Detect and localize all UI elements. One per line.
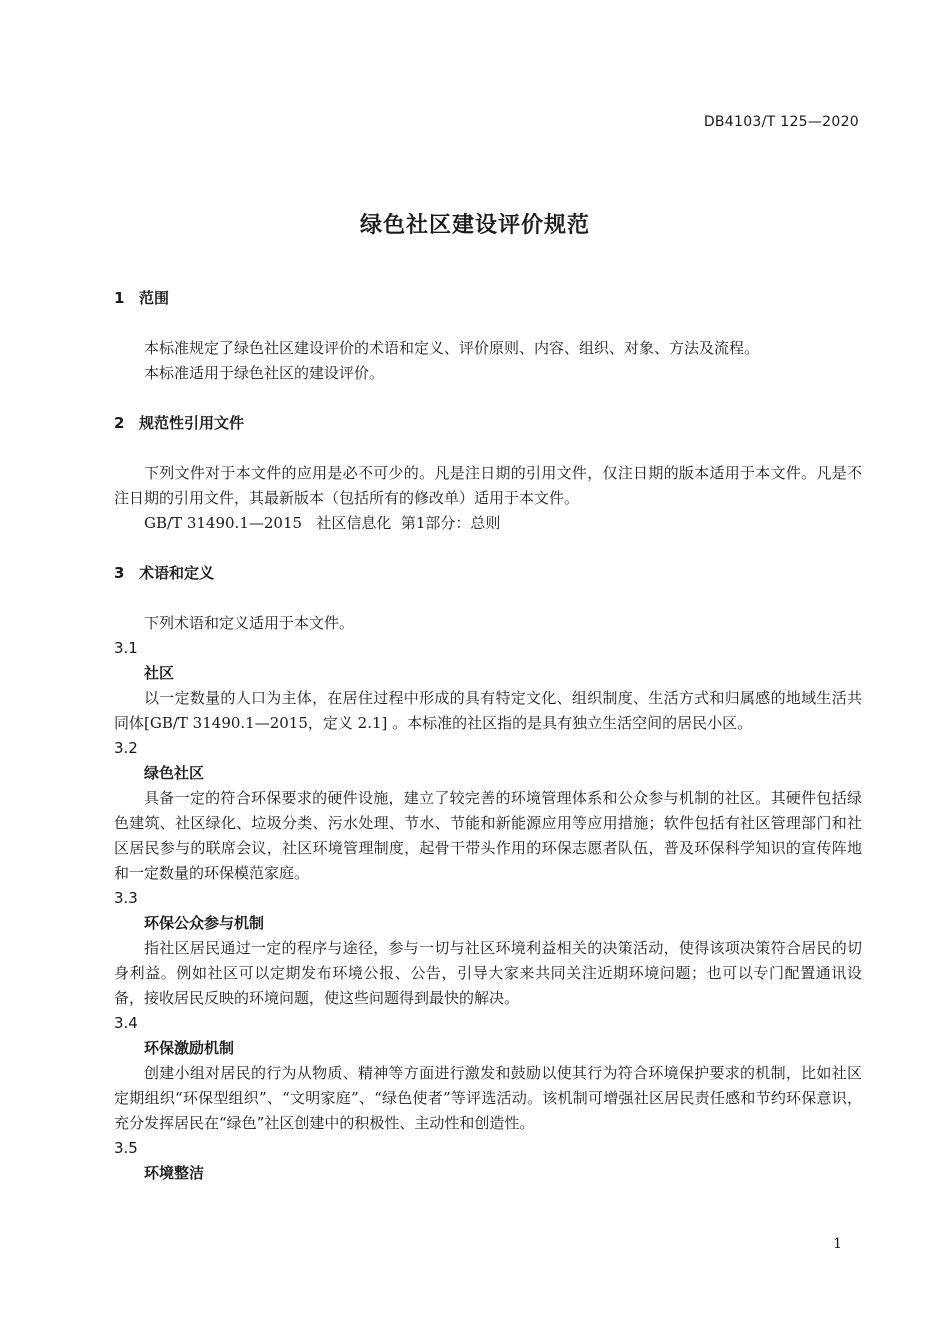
term-number: 3.2: [114, 739, 138, 757]
paragraph: 下列术语和定义适用于本文件。: [144, 614, 355, 632]
section-title: 术语和定义: [139, 564, 215, 582]
term-number: 3.4: [114, 1014, 138, 1032]
reference-document: GB/T 31490.1—2015 社区信息化 第1部分：总则: [144, 514, 501, 532]
term-definition: 以一定数量的人口为主体，在居住过程中形成的具有特定文化、组织制度、生活方式和归属感的地域生活共同体[GB/T 31490.1—2015，定义 2.1] 。本标准的社区指的是具有独立生活空间的居民小区。: [114, 689, 862, 732]
section-heading-terms-definitions: [114, 561, 862, 586]
section-heading-normative-references: [114, 411, 862, 436]
section-number: 3: [114, 564, 125, 582]
page-number: 1: [833, 1236, 842, 1252]
section-title: 规范性引用文件: [139, 414, 245, 432]
term-number: 3.5: [114, 1139, 138, 1157]
section-title: 范围: [139, 289, 170, 307]
section-heading-scope: [114, 286, 862, 311]
term-name: 环保公众参与机制: [144, 914, 265, 932]
term-name: 环保激励机制: [144, 1039, 235, 1057]
paragraph: 本标准规定了绿色社区建设评价的术语和定义、评价原则、内容、组织、对象、方法及流程。: [144, 339, 760, 357]
term-name: 环境整洁: [144, 1164, 205, 1182]
paragraph: 本标准适用于绿色社区的建设评价。: [144, 364, 385, 382]
paragraph: 下列文件对于本文件的应用是必不可少的。凡是注日期的引用文件，仅注日期的版本适用于本文件。凡是不注日期的引用文件，其最新版本（包括所有的修改单）适用于本文件。: [114, 464, 862, 507]
term-definition: 指社区居民通过一定的程序与途径，参与一切与社区环境利益相关的决策活动，使得该项决策符合居民的切身利益。例如社区可以定期发布环境公报、公告，引导大家来共同关注近期环境问题；也可以专门配置通讯设备，接收居民反映的环境问题，使这些问题得到最快的解决。: [114, 939, 862, 1007]
term-number: 3.1: [114, 639, 138, 657]
term-definition: 具备一定的符合环保要求的硬件设施，建立了较完善的环境管理体系和公众参与机制的社区。其硬件包括绿色建筑、社区绿化、垃圾分类、污水处理、节水、节能和新能源应用等应用措施；软件包括有社区管理部门和社区居民参与的联席会议，社区环境管理制度，起骨干带头作用的环保志愿者队伍，普及环保科学知识的宣传阵地和一定数量的环保模范家庭。: [114, 789, 862, 882]
term-definition: 创建小组对居民的行为从物质、精神等方面进行激发和鼓励以使其行为符合环境保护要求的机制，比如社区定期组织“环保型组织”、“文明家庭”、“绿色使者”等评选活动。该机制可增强社区居民责任感和节约环保意识，充分发挥居民在“绿色”社区创建中的积极性、主动性和创造性。: [114, 1064, 862, 1132]
section-number: 1: [114, 289, 125, 307]
term-name: 绿色社区: [144, 764, 205, 782]
document-number: DB4103/T 125—2020: [703, 114, 859, 130]
document-body: [114, 286, 862, 1186]
term-name: 社区: [144, 664, 175, 682]
section-number: 2: [114, 414, 125, 432]
document-title: 绿色社区建设评价规范: [359, 213, 590, 238]
term-number: 3.3: [114, 889, 138, 907]
